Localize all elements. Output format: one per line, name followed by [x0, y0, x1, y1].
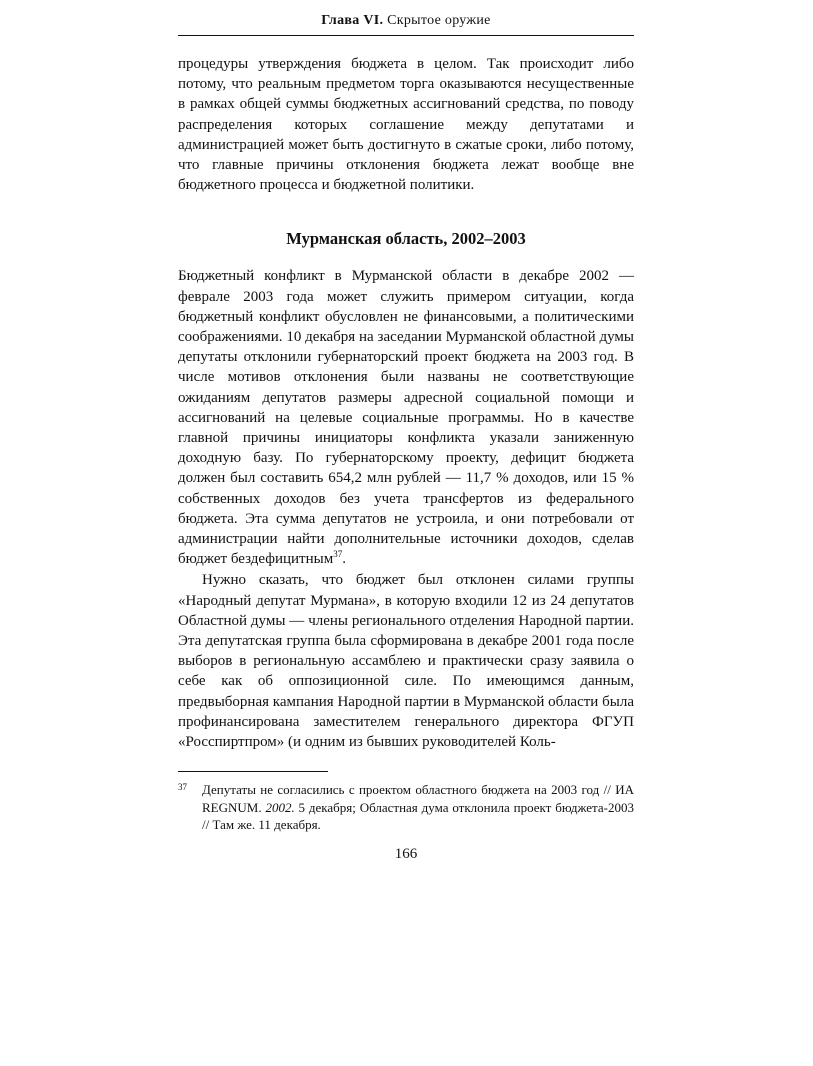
paragraph-1 [178, 266, 634, 569]
book-page [178, 12, 634, 863]
paragraph-continued: процедуры утверждения бюджета в целом. Так происходит либо потому, что реальным предметом торга оказываются несущественные в рамках общей суммы бюджетных ассигнований средства, по поводу распределения которых соглашение между депутатами и администрацией может быть достигнуто в сжатые сроки, либо потому, что главные причины отклонения бюджета лежат вообще вне бюджетного процесса и бюджетной политики. [178, 56, 634, 194]
running-header [178, 12, 634, 36]
chapter-title: Скрытое оружие [387, 13, 491, 28]
footnote-text [202, 781, 634, 834]
footnote-reference-37[interactable]: 37 [333, 549, 343, 560]
footnote-text-part-2: 5 декабря; Областная дума отклонила проект бюджета-2003 // Там же. 11 декабря. [202, 799, 634, 833]
chapter-label: Глава VI. [321, 13, 384, 28]
footnote-text-part-1: Депутаты не согласились с проектом областного бюджета на 2003 год // ИА REGNUM. [202, 782, 634, 815]
footnote-text-italic: 2002. [265, 799, 295, 815]
section-title: Мурманская область, 2002–2003 [286, 229, 526, 249]
paragraph-2: Нужно сказать, что бюджет был отклонен силами группы «Народный депутат Мурмана», в которую входили 12 из 24 депутатов Областной думы — члены регионального отделения Народной партии. Эта депутатская группа была сформирована в декабре 2001 года после выборов в региональную ассамблею и практически сразу заявила о себе как об оппозиционной силе. По имеющимся данным, предвыборная кампания Народной партии в Мурманской области была профинансирована заместителем генерального директора ФГУП «Росспиртпром» (и одним из бывших руководителей Коль- [178, 572, 634, 751]
footnote-divider [178, 771, 328, 772]
page-number: 166 [394, 845, 418, 862]
footnote-37 [178, 781, 634, 834]
paragraph-1-text: Бюджетный конфликт в Мурманской области в декабре 2002 — феврале 2003 года может служить примером ситуации, когда бюджетный конфликт обусловлен не финансовыми, а политическими соображениями. 10 декабря на заседании Мурманской областной думы депутаты отклонили губернаторский проект бюджета на 2003 год. В числе мотивов отклонения были названы не соответствующие ожиданиям депутатов размеры адресной социальной помощи и ассигнований на целевые социальные программы. Но в качестве главной причины инициаторы конфликта указали заниженную доходную базу. По губернаторскому проекту, дефицит бюджета должен был составить 654,2 млн рублей — 11,7 % доходов, или 15 % собственных доходов без учета трансфертов из федерального бюджета. Эта сумма депутатов не устроила, и они потребовали от администрации найти дополнительные источники доходов, сделав бюджет бездефицитным [178, 268, 634, 568]
footnote-number: 37 [178, 782, 187, 793]
paragraph-1-end: . [342, 551, 346, 568]
